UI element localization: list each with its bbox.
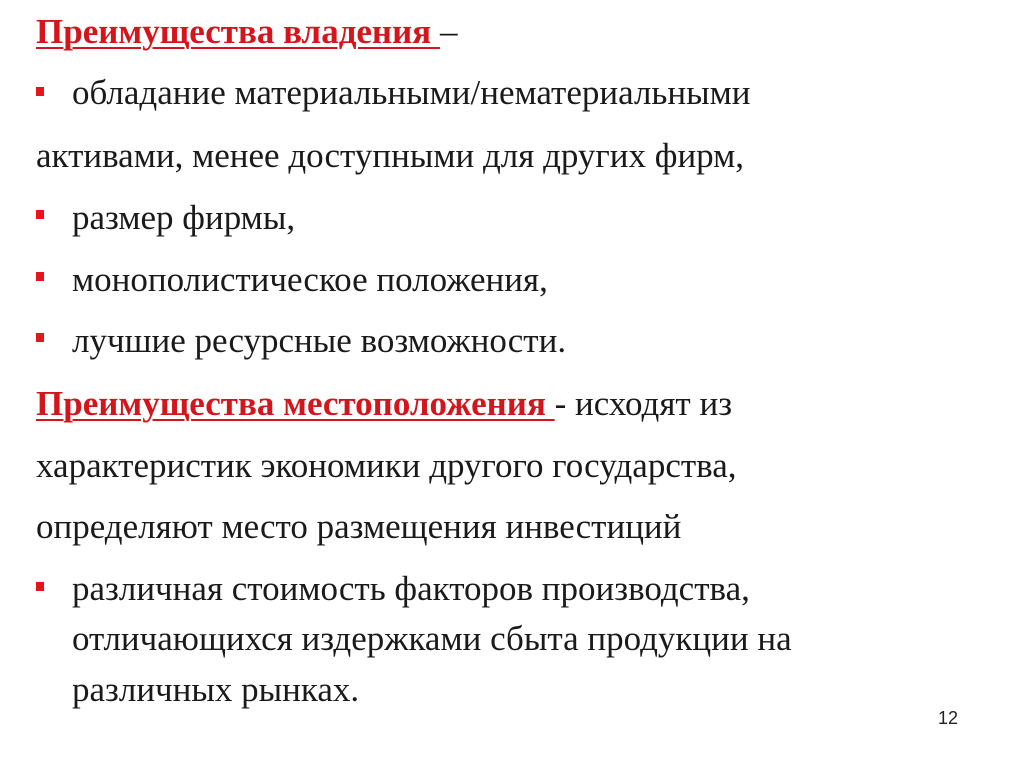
bullet-item-resources: лучшие ресурсные возможности.: [72, 321, 567, 360]
page-number: 12: [938, 708, 959, 728]
heading-ownership-dash: –: [439, 12, 458, 51]
bullet-item-assets-continuation: активами, менее доступными для других фирм,: [36, 136, 745, 175]
bullet-marker: [36, 210, 44, 219]
heading-location-tail: - исходят из: [554, 384, 733, 423]
bullet-marker: [36, 333, 44, 342]
bullet-item-factor-cost-line-3: различных рынках.: [72, 670, 360, 709]
bullet-item-factor-cost-line-1: различная стоимость факторов производства,: [72, 569, 750, 608]
heading-location-line: [36, 384, 732, 424]
location-text-line-1: характеристик экономики другого государства,: [36, 446, 737, 485]
bullet-item-assets: обладание материальными/нематериальными: [72, 73, 751, 112]
location-text-line-2: определяют место размещения инвестиций: [36, 507, 682, 546]
bullet-marker: [36, 272, 44, 281]
bullet-marker: [36, 87, 44, 96]
heading-ownership-line: [36, 12, 457, 52]
heading-location: Преимущества местоположения: [36, 384, 555, 423]
bullet-item-monopoly: монополистическое положения,: [72, 260, 548, 299]
bullet-item-factor-cost-line-2: отличающихся издержками сбыта продукции на: [72, 619, 792, 658]
bullet-item-firm-size: размер фирмы,: [72, 198, 296, 237]
heading-ownership: Преимущества владения: [36, 12, 440, 51]
bullet-marker: [36, 582, 44, 591]
